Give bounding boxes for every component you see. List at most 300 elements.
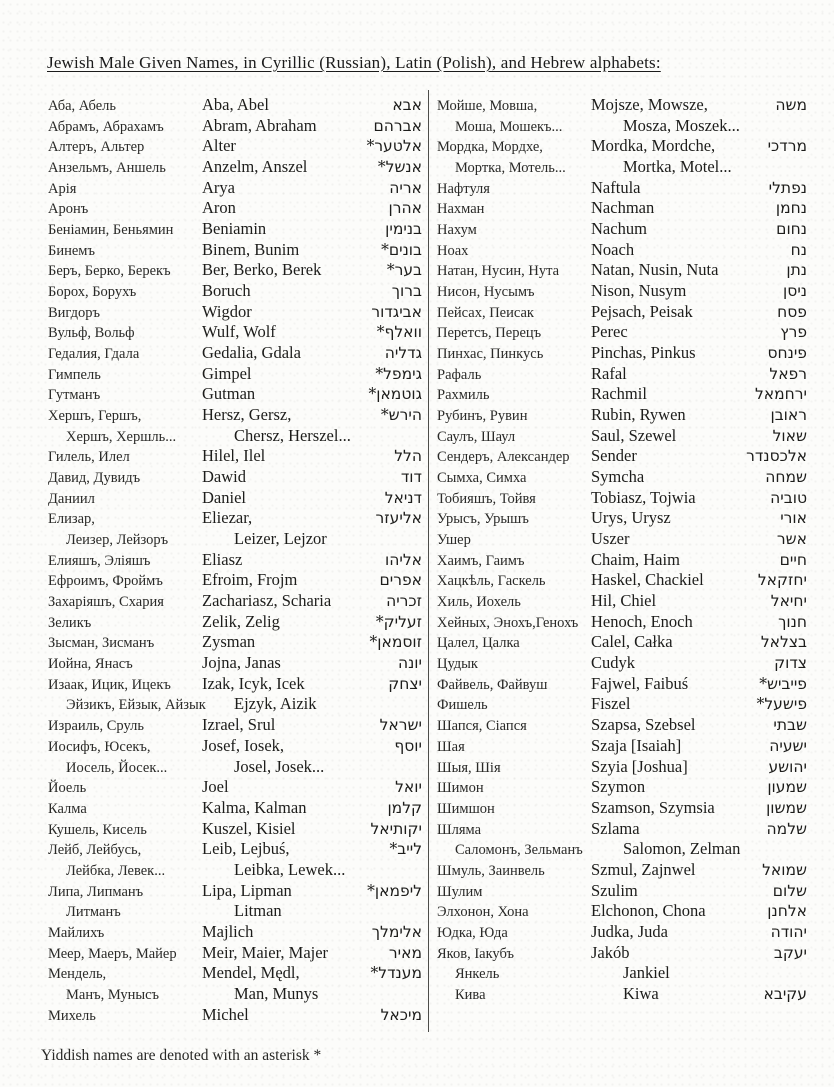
hebrew-name: אשר — [776, 530, 807, 549]
name-row — [48, 819, 422, 840]
hebrew-name: ישעיה — [769, 736, 807, 755]
latin-name: Chaim, Haim — [591, 549, 680, 569]
cyrillic-name: Михель — [48, 1007, 96, 1024]
name-row — [437, 508, 807, 529]
name-row — [48, 136, 422, 157]
cyrillic-name: Хиль, Иохель — [437, 594, 521, 611]
hebrew-name: ראובן — [770, 406, 807, 425]
name-row — [437, 364, 807, 385]
hebrew-name: יהודה — [770, 922, 807, 941]
hebrew-name: נתן — [786, 261, 807, 280]
latin-name: Jakób — [591, 942, 630, 962]
cyrillic-name: Борох, Борухъ — [48, 284, 137, 301]
hebrew-name: משה — [775, 96, 807, 114]
cyrillic-name: Иосифъ, Юсекъ, — [48, 738, 151, 755]
hebrew-name: פייביש* — [759, 674, 807, 693]
cyrillic-name: Анзельмъ, Аншель — [48, 160, 166, 177]
name-row — [48, 384, 422, 405]
latin-name: Cudyk — [591, 653, 636, 673]
hebrew-name: דניאל — [384, 488, 422, 507]
latin-name: Boruch — [202, 281, 251, 301]
name-row — [437, 694, 807, 715]
latin-name: Man, Munys — [234, 983, 319, 1003]
cyrillic-name: Липа, Липманъ — [48, 883, 144, 900]
hebrew-name: וואלף* — [376, 323, 422, 342]
name-row — [437, 405, 807, 426]
cyrillic-name: Калма — [48, 800, 87, 817]
name-row — [48, 591, 422, 612]
latin-name: Rachmil — [591, 384, 647, 404]
cyrillic-name: Мойше, Мовша, — [437, 98, 538, 114]
footnote: Yiddish names are denoted with an asterisk * — [41, 1047, 322, 1064]
cyrillic-name: Цалел, Цалка — [437, 635, 520, 652]
name-row — [437, 95, 807, 116]
hebrew-name: יקותיאל — [370, 819, 422, 838]
hebrew-name: שמואל — [762, 860, 807, 879]
column-divider — [428, 90, 429, 1032]
cyrillic-name: Цудык — [437, 656, 478, 673]
name-row — [48, 302, 422, 323]
hebrew-name: בצלאל — [760, 633, 807, 652]
hebrew-name: אפרים — [379, 571, 422, 590]
hebrew-name: צדוק — [774, 654, 807, 673]
latin-name: Symcha — [591, 467, 645, 487]
cyrillic-name: Гутманъ — [48, 387, 101, 404]
name-row — [48, 529, 422, 550]
cyrillic-name: Хершъ, Гершъ, — [48, 408, 142, 425]
latin-name: Abram, Abraham — [202, 115, 317, 135]
cyrillic-name: Шапся, Сіапся — [437, 718, 527, 735]
name-row — [48, 798, 422, 819]
hebrew-name: זעליק* — [375, 612, 422, 631]
latin-name: Anzelm, Anszel — [202, 157, 308, 177]
name-row — [48, 674, 422, 695]
cyrillic-name: Яков, Іакубъ — [437, 945, 515, 962]
name-row — [48, 715, 422, 736]
hebrew-name: נחום — [776, 220, 807, 239]
name-row — [48, 178, 422, 199]
cyrillic-name: Мордка, Мордхе, — [437, 139, 543, 156]
hebrew-name: שמעון — [767, 778, 807, 797]
name-row — [48, 488, 422, 509]
name-row — [437, 674, 807, 695]
name-row — [437, 715, 807, 736]
name-row — [48, 694, 422, 715]
hebrew-name: קלמן — [387, 798, 422, 817]
hebrew-name: אלימלך — [371, 922, 422, 941]
latin-name: Majlich — [202, 921, 254, 941]
cyrillic-name: Нафтуля — [437, 180, 490, 197]
name-row — [437, 860, 807, 881]
name-row — [437, 219, 807, 240]
latin-name: Haskel, Chackiel — [591, 570, 704, 590]
latin-name: Izrael, Srul — [202, 715, 276, 735]
cyrillic-name: Кива — [455, 986, 486, 1003]
cyrillic-name: Рахмиль — [437, 387, 490, 404]
cyrillic-name: Рафаль — [437, 366, 482, 383]
cyrillic-name: Рубинъ, Рувин — [437, 408, 528, 425]
cyrillic-name: Захаріяшъ, Схария — [48, 594, 164, 611]
hebrew-name: יחיאל — [770, 592, 807, 611]
cyrillic-name: Вигдоръ — [48, 304, 101, 321]
cyrillic-name: Лейб, Лейбусь, — [48, 842, 142, 859]
latin-name: Josel, Josek... — [234, 756, 325, 776]
latin-name: Jankiel — [623, 963, 670, 983]
cyrillic-name: Хейных, Энохъ,Генохъ — [437, 614, 579, 631]
hebrew-name: הלל — [394, 447, 422, 466]
name-row — [437, 570, 807, 591]
hebrew-name: ליפמאן* — [367, 881, 422, 900]
name-row — [48, 95, 422, 116]
hebrew-name: בנימין — [385, 220, 422, 239]
latin-name: Zysman — [202, 632, 256, 652]
name-row — [48, 281, 422, 302]
cyrillic-name: Алтеръ, Альтер — [48, 139, 145, 156]
name-row — [437, 343, 807, 364]
latin-name: Mojsze, Mowsze, — [591, 95, 708, 114]
latin-name: Pinchas, Pinkus — [591, 343, 696, 363]
hebrew-name: אביגדור — [371, 302, 422, 321]
name-row — [437, 777, 807, 798]
hebrew-name: פרץ — [780, 323, 807, 342]
cyrillic-name: Саломонъ, Зельманъ — [455, 842, 583, 859]
latin-name: Eliasz — [202, 549, 243, 569]
name-row — [48, 467, 422, 488]
cyrillic-name: Шая — [437, 738, 465, 755]
cyrillic-name: Зысман, Зисманъ — [48, 635, 155, 652]
hebrew-name: זוסמאן* — [369, 633, 422, 652]
hebrew-name: מרדכי — [767, 137, 807, 156]
name-row — [48, 963, 422, 984]
name-row — [48, 240, 422, 261]
latin-name: Szamson, Szymsia — [591, 797, 715, 817]
hebrew-name: שמשון — [766, 798, 807, 817]
cyrillic-name: Нисон, Нусымъ — [437, 284, 535, 301]
name-row — [437, 198, 807, 219]
name-column-right — [437, 95, 807, 1005]
cyrillic-name: Шмуль, Заинвель — [437, 862, 545, 879]
latin-name: Nachman — [591, 198, 655, 218]
latin-name: Meir, Maier, Majer — [202, 942, 329, 962]
name-row — [437, 612, 807, 633]
latin-name: Arya — [202, 177, 235, 197]
name-row — [48, 219, 422, 240]
name-row — [437, 901, 807, 922]
cyrillic-name: Ноах — [437, 242, 469, 259]
cyrillic-name: Шулим — [437, 883, 483, 900]
latin-name: Aba, Abel — [202, 95, 269, 114]
name-row — [48, 364, 422, 385]
cyrillic-name: Манъ, Мунысъ — [66, 986, 160, 1003]
latin-name: Kiwa — [623, 983, 659, 1003]
name-column-left — [48, 95, 422, 1025]
hebrew-name: מענדל* — [370, 964, 422, 983]
cyrillic-name: Урысъ, Урышъ — [437, 511, 529, 528]
name-row — [48, 508, 422, 529]
cyrillic-name: Гимпель — [48, 366, 101, 383]
hebrew-name: אלחנן — [767, 902, 807, 921]
hebrew-name: נחמן — [775, 199, 807, 218]
latin-name: Chersz, Herszel... — [234, 425, 351, 445]
hebrew-name: אברהם — [373, 116, 422, 135]
latin-name: Henoch, Enoch — [591, 611, 693, 631]
cyrillic-name: Янкель — [455, 966, 500, 983]
cyrillic-name: Гилель, Илел — [48, 449, 130, 466]
name-row — [437, 446, 807, 467]
latin-name: Ejzyk, Aizik — [234, 694, 317, 714]
latin-name: Beniamin — [202, 219, 267, 239]
name-row — [48, 343, 422, 364]
latin-name: Nachum — [591, 219, 647, 239]
hebrew-name: שמחה — [765, 468, 807, 487]
cyrillic-name: Елизар, — [48, 511, 95, 528]
cyrillic-name: Иойна, Янасъ — [48, 656, 133, 673]
latin-name: Natan, Nusin, Nuta — [591, 260, 719, 280]
latin-name: Salomon, Zelman — [623, 839, 741, 859]
cyrillic-name: Беніамин, Беньямин — [48, 222, 174, 239]
name-row — [48, 405, 422, 426]
name-row — [437, 591, 807, 612]
hebrew-name: זכריה — [386, 592, 422, 611]
latin-name: Fiszel — [591, 694, 631, 714]
latin-name: Hersz, Gersz, — [202, 405, 292, 425]
latin-name: Efroim, Frojm — [202, 570, 298, 590]
hebrew-name: ירחמאל — [754, 385, 807, 404]
latin-name: Uszer — [591, 529, 630, 549]
hebrew-name: יונה — [397, 654, 422, 673]
cyrillic-name: Майлихъ — [48, 924, 105, 941]
latin-name: Nison, Nusym — [591, 281, 687, 301]
name-row — [437, 467, 807, 488]
latin-name: Binem, Bunim — [202, 239, 300, 259]
latin-name: Alter — [202, 136, 236, 156]
name-row — [48, 322, 422, 343]
name-row — [437, 736, 807, 757]
cyrillic-name: Беръ, Берко, Берекъ — [48, 263, 171, 280]
hebrew-name: ברוך — [391, 282, 422, 301]
hebrew-name: חיים — [779, 550, 807, 569]
cyrillic-name: Иосель, Йосек... — [66, 759, 168, 776]
hebrew-name: אהרן — [388, 199, 422, 218]
hebrew-name: אנשל* — [377, 158, 422, 177]
name-row — [437, 260, 807, 281]
latin-name: Tobiasz, Tojwia — [591, 487, 696, 507]
hebrew-name: אלטער* — [366, 137, 422, 156]
cyrillic-name: Эйзикъ, Ейзык, Айзык — [66, 697, 206, 714]
cyrillic-name: Юдка, Юда — [437, 924, 508, 941]
latin-name: Mosza, Moszek... — [623, 115, 740, 135]
latin-name: Fajwel, Faibuś — [591, 673, 689, 693]
cyrillic-name: Изаак, Ицик, Ицекъ — [48, 676, 171, 693]
latin-name: Joel — [202, 777, 229, 797]
cyrillic-name: Саулъ, Шаул — [437, 428, 516, 445]
latin-name: Szaja [Isaiah] — [591, 735, 682, 755]
name-row — [437, 136, 807, 157]
name-row — [437, 240, 807, 261]
name-row — [437, 839, 807, 860]
name-row — [48, 860, 422, 881]
latin-name: Lipa, Lipman — [202, 880, 292, 900]
latin-name: Josef, Iosek, — [202, 735, 285, 755]
name-row — [437, 178, 807, 199]
name-row — [437, 281, 807, 302]
name-row — [48, 839, 422, 860]
name-row — [437, 943, 807, 964]
cyrillic-name: Моша, Мошекъ... — [455, 118, 563, 135]
name-row — [48, 570, 422, 591]
cyrillic-name: Аронъ — [48, 201, 89, 218]
latin-name: Kalma, Kalman — [202, 797, 307, 817]
hebrew-name: פישעל* — [756, 695, 807, 714]
hebrew-name: ניסן — [783, 282, 807, 301]
name-row — [48, 1005, 422, 1026]
cyrillic-name: Файвель, Файвуш — [437, 676, 548, 693]
hebrew-name: יעקב — [773, 943, 807, 962]
latin-name: Leibka, Lewek... — [234, 859, 346, 879]
cyrillic-name: Пинхас, Пинкусь — [437, 346, 544, 363]
hebrew-name: יוסף — [394, 736, 422, 755]
hebrew-name: עקיבא — [763, 984, 807, 1003]
latin-name: Wulf, Wolf — [202, 322, 276, 342]
hebrew-name: נפתלי — [768, 178, 807, 197]
latin-name: Szyia [Joshua] — [591, 756, 688, 776]
latin-name: Izak, Icyk, Icek — [202, 673, 305, 693]
latin-name: Calel, Całka — [591, 632, 673, 652]
name-row — [437, 798, 807, 819]
name-row — [437, 922, 807, 943]
name-row — [48, 116, 422, 137]
latin-name: Noach — [591, 239, 635, 259]
latin-name: Gimpel — [202, 363, 252, 383]
hebrew-name: לייב* — [389, 840, 422, 859]
name-row — [437, 632, 807, 653]
cyrillic-name: Аба, Абель — [48, 98, 117, 114]
name-row — [48, 736, 422, 757]
latin-name: Perec — [591, 322, 628, 342]
cyrillic-name: Фишель — [437, 697, 488, 714]
cyrillic-name: Хершъ, Хершль... — [66, 428, 177, 445]
name-row — [437, 529, 807, 550]
hebrew-name: גוטמאן* — [368, 385, 422, 404]
cyrillic-name: Леизер, Лейзоръ — [66, 532, 169, 549]
latin-name: Leizer, Lejzor — [234, 529, 327, 549]
name-row — [437, 757, 807, 778]
latin-name: Dawid — [202, 467, 246, 487]
cyrillic-name: Елияшъ, Эліяшъ — [48, 552, 151, 569]
hebrew-name: שבתי — [773, 716, 807, 735]
name-row — [437, 116, 807, 137]
name-row — [437, 963, 807, 984]
cyrillic-name: Нахман — [437, 201, 485, 218]
cyrillic-name: Хацкѣль, Гаскель — [437, 573, 546, 590]
name-row — [48, 198, 422, 219]
name-row — [437, 819, 807, 840]
hebrew-name: אליעזר — [375, 509, 422, 528]
name-row — [48, 612, 422, 633]
latin-name: Eliezar, — [202, 508, 253, 528]
name-row — [48, 881, 422, 902]
hebrew-name: בונים* — [381, 240, 422, 259]
hebrew-name: פסח — [777, 302, 807, 321]
latin-name: Jojna, Janas — [202, 653, 281, 673]
latin-name: Aron — [202, 198, 236, 218]
hebrew-name: בער* — [386, 261, 422, 280]
name-row — [48, 550, 422, 571]
hebrew-name: דוד — [400, 468, 422, 487]
cyrillic-name: Нахум — [437, 222, 477, 239]
cyrillic-name: Даниил — [48, 490, 95, 507]
cyrillic-name: Кушель, Кисель — [48, 821, 147, 838]
hebrew-name: שלמה — [766, 819, 807, 838]
page-title: Jewish Male Given Names, in Cyrillic (Russian), Latin (Polish), and Hebrew alphabets: — [47, 53, 661, 72]
hebrew-name: יצחק — [388, 674, 422, 693]
name-row — [437, 488, 807, 509]
cyrillic-name: Израиль, Сруль — [48, 718, 144, 735]
name-row — [48, 901, 422, 922]
hebrew-name: יהושע — [768, 757, 807, 776]
cyrillic-name: Ушер — [437, 532, 471, 549]
latin-name: Szapsa, Szebsel — [591, 715, 696, 735]
name-row — [48, 653, 422, 674]
cyrillic-name: Вульф, Вольф — [48, 325, 135, 342]
name-row — [437, 302, 807, 323]
cyrillic-name: Шимон — [437, 780, 484, 797]
cyrillic-name: Ефроимъ, Фроймъ — [48, 573, 163, 590]
hebrew-name: אלכסנדר — [746, 447, 807, 466]
cyrillic-name: Давид, Дувидъ — [48, 470, 141, 487]
cyrillic-name: Литманъ — [66, 904, 121, 921]
latin-name: Daniel — [202, 487, 246, 507]
hebrew-name: אבא — [392, 96, 422, 114]
name-row — [437, 322, 807, 343]
name-row — [48, 984, 422, 1005]
cyrillic-name: Шляма — [437, 821, 482, 838]
name-row — [48, 922, 422, 943]
name-row — [437, 550, 807, 571]
latin-name: Michel — [202, 1004, 249, 1024]
hebrew-name: הירש* — [380, 406, 422, 425]
name-row — [437, 426, 807, 447]
latin-name: Wigdor — [202, 301, 252, 321]
name-row — [48, 777, 422, 798]
hebrew-name: אריה — [389, 178, 422, 197]
latin-name: Leib, Lejbuś, — [202, 839, 290, 859]
name-row — [437, 384, 807, 405]
cyrillic-name: Шимшон — [437, 800, 495, 817]
latin-name: Elchonon, Chona — [591, 901, 706, 921]
latin-name: Gutman — [202, 384, 256, 404]
latin-name: Urys, Urysz — [591, 508, 671, 528]
latin-name: Hil, Chiel — [591, 591, 657, 611]
cyrillic-name: Мортка, Мотель... — [455, 160, 566, 177]
latin-name: Zachariasz, Scharia — [202, 591, 332, 611]
cyrillic-name: Шыя, Шія — [437, 759, 501, 776]
latin-name: Rubin, Rywen — [591, 405, 686, 425]
cyrillic-name: Мендель, — [48, 966, 107, 983]
hebrew-name: אורי — [780, 509, 807, 528]
cyrillic-name: Тобияшъ, Тойвя — [437, 490, 536, 507]
cyrillic-name: Элхонон, Хона — [437, 904, 529, 921]
cyrillic-name: Сендеръ, Александер — [437, 449, 570, 466]
latin-name: Mendel, Mędl, — [202, 963, 300, 983]
hebrew-name: ישראל — [379, 716, 422, 735]
cyrillic-name: Перетсъ, Перецъ — [437, 325, 542, 342]
latin-name: Mortka, Motel... — [623, 157, 732, 177]
cyrillic-name: Меер, Маеръ, Майер — [48, 945, 177, 962]
name-row — [437, 984, 807, 1005]
latin-name: Szmul, Zajnwel — [591, 859, 696, 879]
hebrew-name: אליהו — [385, 550, 422, 569]
